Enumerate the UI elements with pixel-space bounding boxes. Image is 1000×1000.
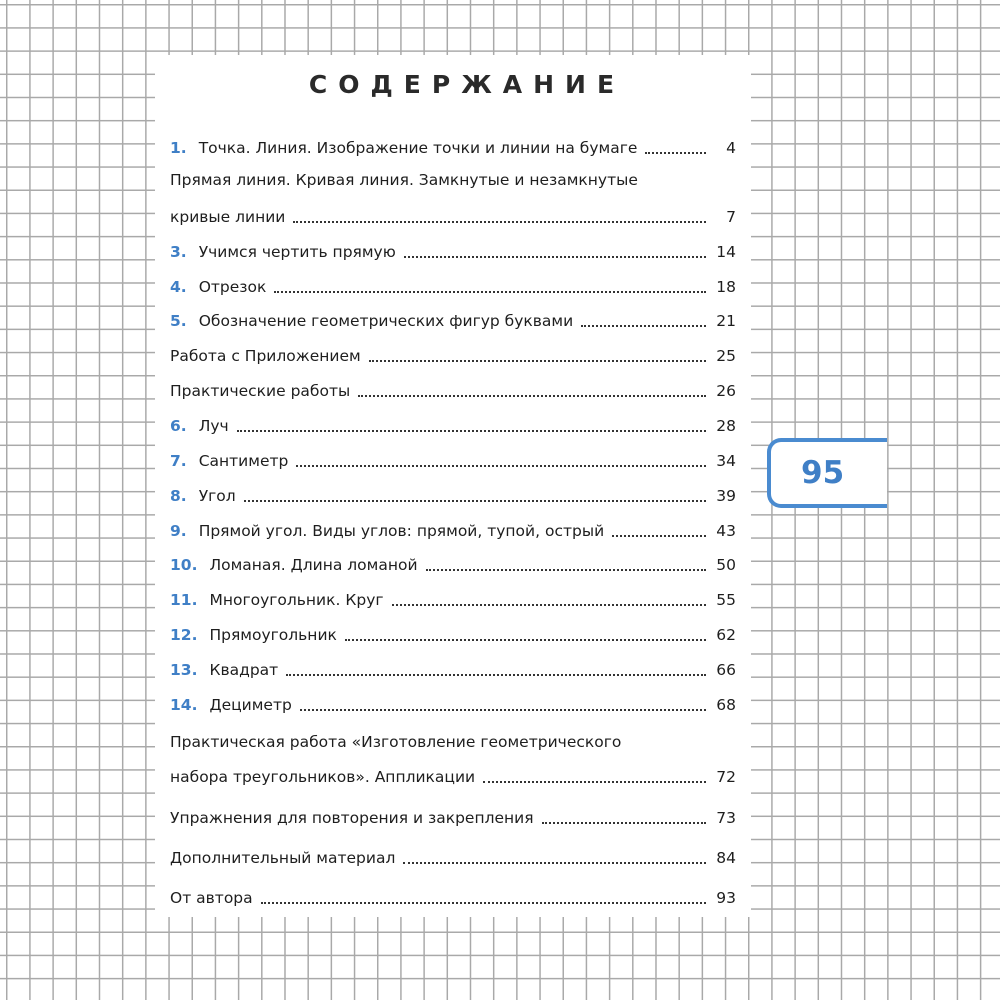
leader-dots — [286, 672, 706, 676]
toc-label: Сантиметр — [198, 452, 289, 470]
toc-label: Луч — [198, 417, 229, 435]
page-title: СОДЕРЖАНИЕ — [308, 70, 626, 99]
toc-label: кривые линии — [170, 208, 286, 226]
toc-page: 66 — [716, 661, 736, 679]
leader-dots — [244, 498, 706, 502]
toc-number: 4. — [170, 278, 187, 296]
toc-label: Квадрат — [209, 661, 279, 679]
toc-item-2[interactable] — [170, 197, 736, 227]
toc-item-1[interactable] — [170, 128, 736, 158]
toc-label: Практические работы — [170, 382, 351, 400]
toc-number: 11. — [170, 591, 198, 609]
toc-page: 21 — [716, 312, 736, 330]
toc-number: 5. — [170, 312, 187, 330]
toc-label: Прямоугольник — [209, 626, 337, 644]
toc-item-2-line1: Прямая линия. Кривая линия. Замкнутые и незамкнутые — [170, 171, 638, 189]
toc-number: 6. — [170, 417, 187, 435]
toc-item-exercises[interactable] — [170, 798, 736, 828]
toc-page: 68 — [716, 696, 736, 714]
toc-item-14[interactable] — [170, 685, 736, 715]
toc-page: 39 — [716, 487, 736, 505]
toc-page: 55 — [716, 591, 736, 609]
leader-dots — [403, 860, 706, 864]
toc-page: 25 — [716, 347, 736, 365]
page-number: 95 — [801, 455, 845, 491]
toc-page: 34 — [716, 452, 736, 470]
toc-page: 93 — [716, 889, 736, 907]
leader-dots — [645, 150, 706, 154]
toc-label: От автора — [170, 889, 253, 907]
toc-item-11[interactable] — [170, 580, 736, 610]
toc-label: Дециметр — [209, 696, 292, 714]
toc-page: 18 — [716, 278, 736, 296]
leader-dots — [483, 779, 706, 783]
toc-page: 73 — [716, 809, 736, 827]
leader-dots — [296, 463, 706, 467]
toc-number: 8. — [170, 487, 187, 505]
toc-page: 50 — [716, 556, 736, 574]
leader-dots — [369, 358, 706, 362]
toc-item-3[interactable] — [170, 232, 736, 262]
toc-page: 4 — [726, 139, 736, 157]
toc-label: Работа с Приложением — [170, 347, 361, 365]
toc-item-extra[interactable] — [170, 838, 736, 868]
leader-dots — [345, 637, 706, 641]
toc-page: 14 — [716, 243, 736, 261]
toc-item-12[interactable] — [170, 615, 736, 645]
toc-page: 84 — [716, 849, 736, 867]
toc-item-5[interactable] — [170, 301, 736, 331]
toc-number: 10. — [170, 556, 198, 574]
leader-dots — [237, 428, 706, 432]
toc-item-6[interactable] — [170, 406, 736, 436]
toc-page: 72 — [716, 768, 736, 786]
toc-item-practical-line1: Практическая работа «Изготовление геометрического — [170, 733, 622, 751]
toc-label: Ломаная. Длина ломаной — [209, 556, 418, 574]
toc-item-10[interactable] — [170, 545, 736, 575]
toc-page: 26 — [716, 382, 736, 400]
toc-label: Многоугольник. Круг — [209, 591, 384, 609]
leader-dots — [300, 707, 706, 711]
leader-dots — [581, 323, 706, 327]
toc-label: Упражнения для повторения и закрепления — [170, 809, 534, 827]
leader-dots — [426, 567, 706, 571]
toc-number: 3. — [170, 243, 187, 261]
toc-label: Учимся чертить прямую — [198, 243, 396, 261]
leader-dots — [542, 820, 706, 824]
leader-dots — [612, 533, 706, 537]
toc-item-8[interactable] — [170, 476, 736, 506]
toc-label: набора треугольников». Аппликации — [170, 768, 476, 786]
toc-label: Отрезок — [198, 278, 267, 296]
toc-item-appendix[interactable] — [170, 336, 736, 366]
leader-dots — [358, 393, 706, 397]
toc-item-9[interactable] — [170, 511, 736, 541]
toc-number: 9. — [170, 522, 187, 540]
toc-number: 1. — [170, 139, 187, 157]
leader-dots — [293, 219, 706, 223]
toc-page: 28 — [716, 417, 736, 435]
toc-page: 7 — [726, 208, 736, 226]
toc-page: 43 — [716, 522, 736, 540]
toc-label: Дополнительный материал — [170, 849, 396, 867]
toc-label: Обозначение геометрических фигур буквами — [198, 312, 574, 330]
toc-number: 7. — [170, 452, 187, 470]
leader-dots — [261, 900, 706, 904]
toc-label: Прямой угол. Виды углов: прямой, тупой, острый — [198, 522, 605, 540]
leader-dots — [404, 254, 706, 258]
toc-number: 13. — [170, 661, 198, 679]
toc-item-13[interactable] — [170, 650, 736, 680]
toc-page: 62 — [716, 626, 736, 644]
leader-dots — [392, 602, 706, 606]
toc-label: Угол — [198, 487, 236, 505]
toc-label: Точка. Линия. Изображение точки и линии на бумаге — [198, 139, 638, 157]
toc-number: 14. — [170, 696, 198, 714]
toc-item-author[interactable] — [170, 878, 736, 908]
toc-item-4[interactable] — [170, 267, 736, 297]
leader-dots — [274, 289, 706, 293]
toc-item-7[interactable] — [170, 441, 736, 471]
toc-number: 12. — [170, 626, 198, 644]
toc-item-practical-work[interactable] — [170, 757, 736, 787]
page-number-tab — [767, 438, 887, 508]
toc-item-practical[interactable] — [170, 371, 736, 401]
